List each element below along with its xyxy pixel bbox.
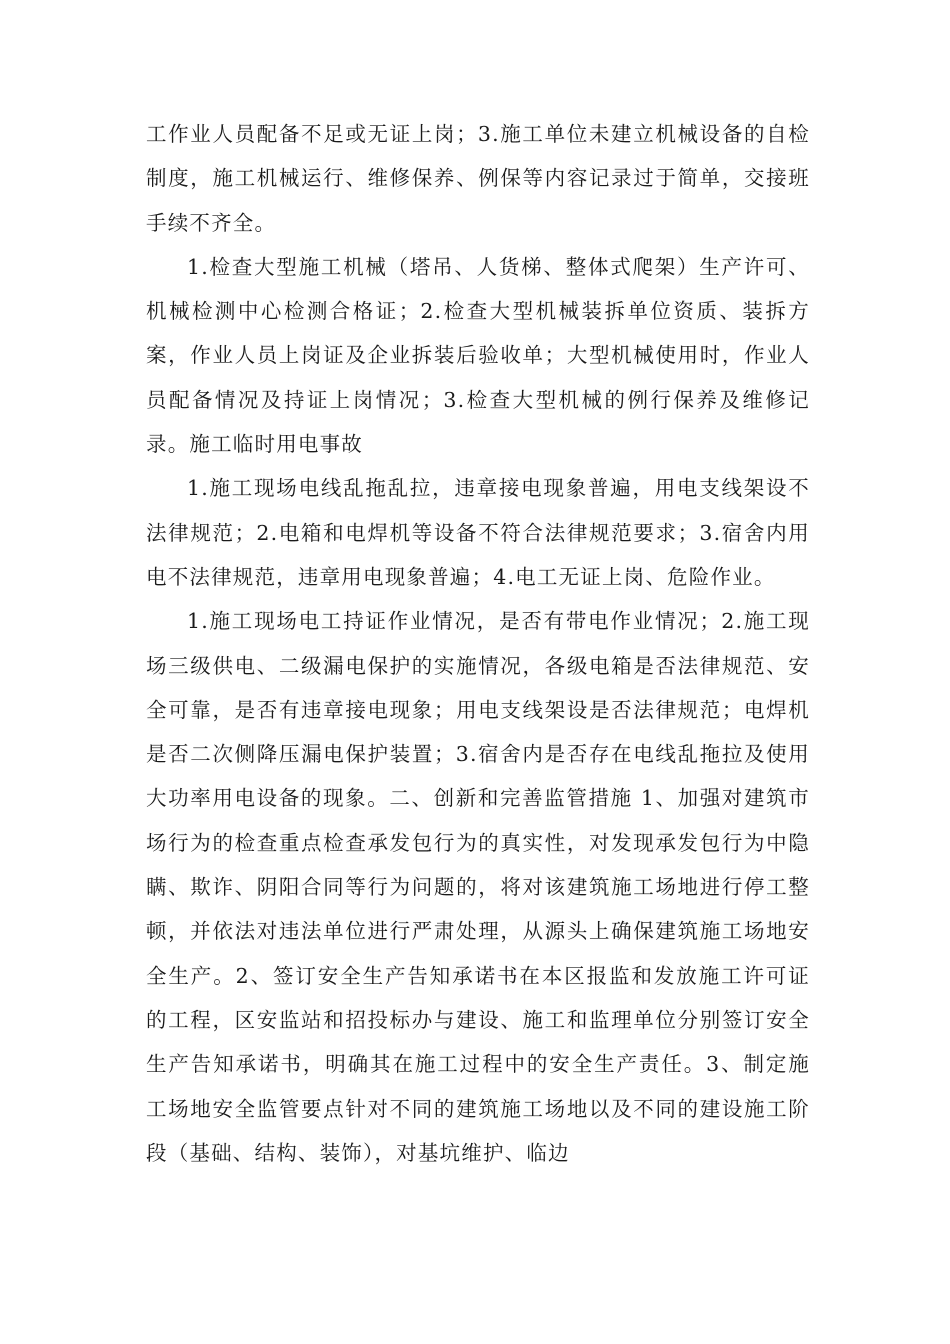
paragraph-1: 工作业人员配备不足或无证上岗；3.施工单位未建立机械设备的自检制度，施工机械运行、维修保养、例保等内容记录过于简单，交接班手续不齐全。 <box>146 122 810 235</box>
paragraph-4: 1.施工现场电工持证作业情况，是否有带电作业情况；2.施工现场三级供电、二级漏电保护的实施情况，各级电箱是否法律规范、安全可靠，是否有违章接电现象；用电支线架设是否法律规范；电焊机是否二次侧降压漏电保护装置；3.宿舍内是否存在电线乱拖拉及使用大功率用电设备的现象。二、创新和完善监管措施 1、加强对建筑市场行为的检查重点检查承发包行为的真实性，对发现承发包行为中隐瞒、欺诈、阴阳合同等行为问题的，将对该建筑施工场地进行停工整顿，并依法对违法单位进行严肃处理，从源头上确保建筑施工场地安全生产。2、签订安全生产告知承诺书在本区报监和发放施工许可证的工程，区安监站和招投标办与建设、施工和监理单位分别签订安全生产告知承诺书，明确其在施工过程中的安全生产责任。3、制定施工场地安全监管要点针对不同的建筑施工场地以及不同的建设施工阶段（基础、结构、装饰），对基坑维护、临边 <box>146 609 810 1165</box>
document-body <box>146 112 810 1175</box>
paragraph-3: 1.施工现场电线乱拖乱拉，违章接电现象普遍，用电支线架设不法律规范；2.电箱和电焊机等设备不符合法律规范要求；3.宿舍内用电不法律规范，违章用电现象普遍；4.电工无证上岗、危险作业。 <box>146 476 810 589</box>
paragraph-2: 1.检查大型施工机械（塔吊、人货梯、整体式爬架）生产许可、机械检测中心检测合格证；2.检查大型机械装拆单位资质、装拆方案，作业人员上岗证及企业拆装后验收单；大型机械使用时，作业人员配备情况及持证上岗情况；3.检查大型机械的例行保养及维修记录。施工临时用电事故 <box>146 254 810 457</box>
